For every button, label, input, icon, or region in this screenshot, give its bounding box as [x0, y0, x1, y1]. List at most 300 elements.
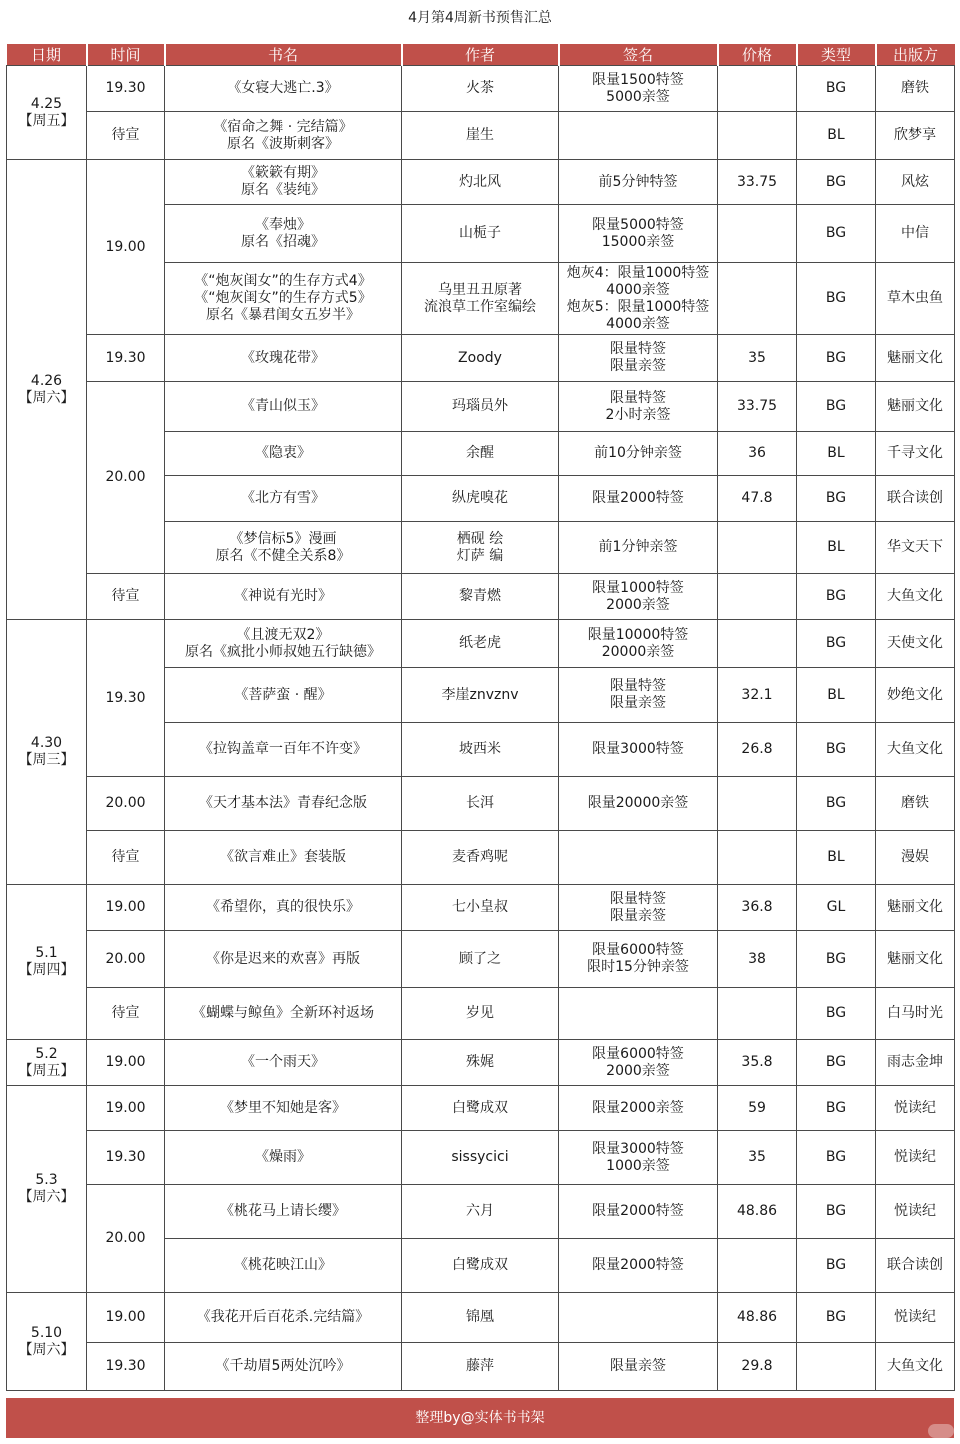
signature-line: 4000亲签: [606, 281, 670, 298]
signature-cell: [559, 205, 718, 263]
book-title-cell: [165, 382, 402, 432]
table-row: [7, 620, 955, 668]
col-header-publisher: 出版方: [876, 44, 955, 66]
signature-line: 前10分钟亲签: [594, 445, 682, 461]
time-cell: 19.30: [87, 335, 165, 382]
book-title-line: 《梦信标5》漫画: [229, 530, 337, 547]
author-cell: [402, 112, 559, 160]
book-title-line: 原名《招魂》: [241, 233, 325, 250]
publisher-cell: 风炫: [876, 160, 955, 205]
signature-cell: [559, 931, 718, 988]
author-line: 灯萨 编: [456, 547, 504, 564]
type-cell: BG: [797, 1086, 876, 1131]
price-cell: [718, 522, 797, 574]
price-cell: [718, 777, 797, 831]
price-cell: [718, 263, 797, 335]
type-cell: BG: [797, 620, 876, 668]
author-cell: [402, 620, 559, 668]
price-cell: 35.8: [718, 1040, 797, 1086]
type-cell: BG: [797, 476, 876, 522]
author-cell: [402, 1040, 559, 1086]
price-cell: [718, 66, 797, 112]
book-title-line: 《“炮灰闺女”的生存方式5》: [194, 290, 372, 306]
publisher-cell: 悦读纪: [876, 1185, 955, 1239]
book-title-cell: [165, 522, 402, 574]
author-cell: [402, 476, 559, 522]
book-title-cell: [165, 1086, 402, 1131]
signature-line: 限时15分钟亲签: [587, 959, 689, 975]
signature-cell: [559, 668, 718, 723]
date-cell: [7, 1040, 87, 1086]
book-title-cell: [165, 885, 402, 931]
date-line: 【周五】: [18, 1062, 75, 1079]
price-cell: 36: [718, 432, 797, 476]
author-cell: [402, 1239, 559, 1293]
type-cell: BG: [797, 988, 876, 1040]
type-cell: BG: [797, 931, 876, 988]
header-row: [7, 44, 955, 66]
date-cell: [7, 66, 87, 160]
author-line: 山栀子: [459, 225, 501, 241]
type-cell: BL: [797, 668, 876, 723]
signature-cell: [559, 777, 718, 831]
author-line: 顾了之: [459, 950, 501, 967]
signature-line: 前5分钟特签: [598, 173, 678, 190]
watermark-badge: [928, 1424, 954, 1438]
date-cell: [7, 160, 87, 620]
author-cell: [402, 723, 559, 777]
signature-cell: [559, 382, 718, 432]
signature-line: 限量亲签: [610, 907, 666, 924]
type-cell: BG: [797, 382, 876, 432]
signature-cell: [559, 1040, 718, 1086]
publisher-cell: 千寻文化: [876, 432, 955, 476]
author-line: 锦凰: [466, 1309, 494, 1325]
col-header-date: 日期: [7, 44, 87, 66]
signature-line: 限量亲签: [610, 1358, 666, 1374]
signature-cell: [559, 522, 718, 574]
author-cell: [402, 988, 559, 1040]
author-cell: [402, 831, 559, 885]
table-row: [7, 382, 955, 432]
price-cell: 32.1: [718, 668, 797, 723]
book-title-line: 《欲言难止》套装版: [220, 849, 346, 865]
signature-line: 2000亲签: [606, 1062, 670, 1079]
book-title-line: 《我花开后百花杀.完结篇》: [196, 1309, 370, 1325]
book-title-line: 原名《疯批小师叔她五行缺德》: [185, 643, 381, 660]
book-title-cell: [165, 263, 402, 335]
time-cell: 20.00: [87, 777, 165, 831]
price-cell: 48.86: [718, 1185, 797, 1239]
book-title-line: 《拉钩盖章一百年不许变》: [199, 741, 367, 757]
date-line: 【周三】: [18, 752, 75, 768]
author-line: 流浪草工作室编绘: [424, 298, 536, 315]
signature-line: 5000亲签: [606, 88, 670, 105]
book-title-cell: [165, 66, 402, 112]
book-title-cell: [165, 1040, 402, 1086]
price-cell: 38: [718, 931, 797, 988]
publisher-cell: 魅丽文化: [876, 931, 955, 988]
price-cell: 29.8: [718, 1343, 797, 1391]
author-cell: [402, 160, 559, 205]
author-line: 白鹭成双: [452, 1099, 508, 1116]
book-title-line: 《千劫眉5两处沉吟》: [215, 1358, 351, 1374]
author-line: 灼北风: [459, 173, 501, 190]
book-title-cell: [165, 205, 402, 263]
signature-line: 限量亲签: [610, 695, 666, 711]
book-title-cell: [165, 1293, 402, 1343]
publisher-cell: 魅丽文化: [876, 382, 955, 432]
type-cell: BG: [797, 777, 876, 831]
type-cell: BG: [797, 723, 876, 777]
type-cell: GL: [797, 885, 876, 931]
book-title-cell: [165, 160, 402, 205]
price-cell: 48.86: [718, 1293, 797, 1343]
publisher-cell: 悦读纪: [876, 1086, 955, 1131]
table-row: [7, 160, 955, 205]
publisher-cell: 草木虫鱼: [876, 263, 955, 335]
author-cell: [402, 885, 559, 931]
author-line: 殊娓: [466, 1054, 494, 1070]
time-cell: 待宣: [87, 574, 165, 620]
publisher-cell: 大鱼文化: [876, 574, 955, 620]
time-cell: 19.00: [87, 1086, 165, 1131]
date-cell: [7, 620, 87, 885]
time-cell: 20.00: [87, 931, 165, 988]
date-line: 【周六】: [18, 389, 75, 406]
signature-line: 15000亲签: [601, 233, 675, 250]
type-cell: BL: [797, 112, 876, 160]
author-line: Zoody: [458, 349, 502, 366]
publisher-cell: 磨铁: [876, 66, 955, 112]
date-line: 5.3: [35, 1172, 58, 1188]
time-cell: 19.30: [87, 66, 165, 112]
col-header-signature: 签名: [559, 44, 718, 66]
book-title-line: 《北方有雪》: [241, 490, 325, 506]
date-line: 4.26: [30, 372, 63, 389]
author-line: 六月: [466, 1203, 494, 1219]
date-line: 【周六】: [18, 1341, 75, 1358]
price-cell: [718, 574, 797, 620]
date-line: 【周五】: [18, 112, 75, 129]
signature-cell: [559, 160, 718, 205]
publisher-cell: 大鱼文化: [876, 1343, 955, 1391]
type-cell: [797, 1343, 876, 1391]
author-cell: [402, 1131, 559, 1185]
author-line: 火茶: [466, 80, 494, 96]
time-cell: 19.00: [87, 1040, 165, 1086]
footer-banner: 整理by@实体书书架: [6, 1398, 954, 1438]
signature-line: 限量10000特签: [587, 626, 689, 643]
signature-line: 20000亲签: [601, 643, 675, 660]
signature-line: 前1分钟亲签: [598, 539, 678, 555]
signature-cell: [559, 574, 718, 620]
author-cell: [402, 205, 559, 263]
presale-table: [6, 44, 955, 1391]
time-cell: 19.00: [87, 885, 165, 931]
signature-line: 限量20000亲签: [587, 795, 689, 811]
signature-line: 限量特签: [610, 341, 666, 357]
price-cell: [718, 620, 797, 668]
table-body: [7, 66, 955, 1391]
publisher-cell: 华文天下: [876, 522, 955, 574]
col-header-type: 类型: [797, 44, 876, 66]
table-row: [7, 931, 955, 988]
signature-cell: [559, 1343, 718, 1391]
type-cell: BG: [797, 574, 876, 620]
time-cell: 19.30: [87, 1343, 165, 1391]
table-row: [7, 1343, 955, 1391]
date-line: 【周六】: [18, 1189, 75, 1205]
type-cell: BG: [797, 1040, 876, 1086]
author-cell: [402, 1185, 559, 1239]
date-line: 5.10: [30, 1324, 63, 1341]
signature-cell: [559, 620, 718, 668]
signature-line: 4000亲签: [606, 315, 670, 332]
signature-cell: [559, 988, 718, 1040]
signature-line: 炮灰5：限量1000特签: [566, 298, 710, 315]
price-cell: 33.75: [718, 160, 797, 205]
book-title-cell: [165, 112, 402, 160]
book-title-line: 原名《不健全关系8》: [215, 547, 351, 564]
signature-cell: [559, 1086, 718, 1131]
time-cell: 20.00: [87, 382, 165, 574]
signature-line: 限量6000特签: [592, 942, 684, 958]
signature-cell: [559, 1239, 718, 1293]
price-cell: [718, 988, 797, 1040]
date-cell: [7, 1086, 87, 1293]
publisher-cell: 悦读纪: [876, 1131, 955, 1185]
signature-line: 限量特签: [610, 389, 666, 406]
author-line: 纵虎嗅花: [452, 490, 508, 506]
book-title-cell: [165, 723, 402, 777]
book-title-line: 《蝴蝶与鲸鱼》全新环衬返场: [192, 1005, 374, 1021]
type-cell: BG: [797, 66, 876, 112]
author-line: 七小皇叔: [452, 899, 508, 915]
author-cell: [402, 931, 559, 988]
price-cell: [718, 831, 797, 885]
author-cell: [402, 66, 559, 112]
author-line: sissycici: [451, 1149, 509, 1165]
author-cell: [402, 522, 559, 574]
publisher-cell: 妙绝文化: [876, 668, 955, 723]
signature-cell: [559, 476, 718, 522]
signature-line: 限量1000特签: [592, 579, 684, 596]
book-title-cell: [165, 335, 402, 382]
author-line: 李崖znvznv: [441, 686, 519, 703]
book-title-cell: [165, 1239, 402, 1293]
signature-cell: [559, 885, 718, 931]
author-cell: [402, 382, 559, 432]
book-title-cell: [165, 1131, 402, 1185]
signature-line: 限量2000亲签: [592, 1099, 684, 1116]
author-line: 藤萍: [466, 1358, 494, 1374]
book-title-cell: [165, 777, 402, 831]
date-line: 4.30: [30, 735, 63, 751]
table-row: [7, 885, 955, 931]
author-cell: [402, 1086, 559, 1131]
time-cell: 20.00: [87, 1185, 165, 1293]
book-title-line: 《梦里不知她是客》: [220, 1099, 346, 1116]
type-cell: BG: [797, 1293, 876, 1343]
signature-line: 限量2000特签: [592, 1203, 684, 1219]
book-title-line: 《你是迟来的欢喜》再版: [206, 950, 360, 967]
publisher-cell: 联合读创: [876, 1239, 955, 1293]
date-line: 5.2: [35, 1045, 58, 1062]
type-cell: BG: [797, 1185, 876, 1239]
signature-cell: [559, 263, 718, 335]
col-header-price: 价格: [718, 44, 797, 66]
signature-line: 限量亲签: [610, 358, 666, 374]
book-title-line: 原名《装纯》: [241, 182, 325, 198]
author-line: 余醒: [466, 445, 494, 461]
book-title-cell: [165, 931, 402, 988]
signature-line: 限量特签: [610, 890, 666, 907]
author-cell: [402, 335, 559, 382]
signature-line: 限量2000特签: [592, 1257, 684, 1273]
book-title-line: 《簌簌有期》: [241, 165, 325, 181]
type-cell: BG: [797, 1131, 876, 1185]
book-title-line: 《青山似玉》: [241, 398, 325, 414]
type-cell: BG: [797, 335, 876, 382]
signature-cell: [559, 1131, 718, 1185]
type-cell: BL: [797, 522, 876, 574]
book-title-line: 原名《暴君闺女五岁半》: [206, 307, 360, 323]
time-cell: 19.00: [87, 1293, 165, 1343]
signature-cell: [559, 432, 718, 476]
book-title-line: 《天才基本法》青春纪念版: [199, 795, 367, 811]
signature-line: 限量2000特签: [592, 490, 684, 506]
table-row: [7, 777, 955, 831]
book-title-cell: [165, 476, 402, 522]
date-line: 【周四】: [18, 962, 75, 978]
author-line: 麦香鸡呢: [452, 849, 508, 865]
signature-line: 限量6000特签: [592, 1045, 684, 1062]
type-cell: BL: [797, 432, 876, 476]
signature-line: 炮灰4：限量1000特签: [566, 264, 710, 281]
type-cell: BG: [797, 205, 876, 263]
author-line: 乌里丑丑原著: [438, 281, 522, 298]
book-title-line: 《玫瑰花带》: [241, 349, 325, 366]
table-row: [7, 574, 955, 620]
publisher-cell: 雨志金坤: [876, 1040, 955, 1086]
author-line: 白鹭成双: [452, 1257, 508, 1273]
book-title-line: 原名《波斯刺客》: [227, 135, 339, 152]
author-line: 玛瑙员外: [452, 398, 508, 414]
signature-cell: [559, 1293, 718, 1343]
signature-cell: [559, 723, 718, 777]
signature-line: 限量特签: [610, 678, 666, 694]
price-cell: 33.75: [718, 382, 797, 432]
author-line: 黎青燃: [459, 588, 501, 604]
table-row: [7, 1040, 955, 1086]
price-cell: 26.8: [718, 723, 797, 777]
publisher-cell: 欣梦享: [876, 112, 955, 160]
book-title-line: 《希望你，真的很快乐》: [206, 899, 360, 915]
signature-line: 2000亲签: [606, 596, 670, 613]
publisher-cell: 磨铁: [876, 777, 955, 831]
time-cell: 待宣: [87, 112, 165, 160]
author-line: 栖砚 绘: [456, 530, 504, 547]
signature-cell: [559, 66, 718, 112]
publisher-cell: 联合读创: [876, 476, 955, 522]
book-title-line: 《桃花映江山》: [234, 1257, 332, 1273]
author-line: 纸老虎: [459, 635, 501, 651]
publisher-cell: 天使文化: [876, 620, 955, 668]
book-title-cell: [165, 1343, 402, 1391]
author-cell: [402, 668, 559, 723]
price-cell: [718, 112, 797, 160]
price-cell: [718, 1239, 797, 1293]
signature-line: 限量3000特签: [592, 741, 684, 757]
col-header-author: 作者: [402, 44, 559, 66]
book-title-line: 《神说有光时》: [234, 588, 332, 604]
table-row: [7, 1131, 955, 1185]
table-row: [7, 112, 955, 160]
price-cell: [718, 205, 797, 263]
page-title: 4月第4周新书预售汇总: [408, 10, 552, 26]
author-cell: [402, 1293, 559, 1343]
publisher-cell: 漫娱: [876, 831, 955, 885]
book-title-line: 《燥雨》: [255, 1149, 311, 1165]
book-title-line: 《奉烛》: [255, 216, 311, 233]
time-cell: 19.30: [87, 1131, 165, 1185]
signature-cell: [559, 831, 718, 885]
time-cell: 待宣: [87, 988, 165, 1040]
author-line: 崖生: [466, 127, 494, 143]
book-title-line: 《“炮灰闺女”的生存方式4》: [194, 273, 372, 289]
author-line: 长洱: [466, 795, 494, 811]
book-title-cell: [165, 988, 402, 1040]
author-cell: [402, 432, 559, 476]
price-cell: 47.8: [718, 476, 797, 522]
date-line: 4.25: [30, 95, 63, 112]
author-line: 坡西米: [459, 741, 501, 757]
type-cell: BG: [797, 263, 876, 335]
type-cell: BL: [797, 831, 876, 885]
price-cell: 35: [718, 335, 797, 382]
signature-line: 1000亲签: [606, 1157, 670, 1174]
author-line: 岁见: [466, 1005, 494, 1021]
author-cell: [402, 1343, 559, 1391]
book-title-cell: [165, 432, 402, 476]
signature-line: 限量1500特签: [592, 71, 684, 88]
author-cell: [402, 777, 559, 831]
table-row: [7, 1293, 955, 1343]
signature-cell: [559, 335, 718, 382]
time-cell: 待宣: [87, 831, 165, 885]
book-title-cell: [165, 668, 402, 723]
col-header-time: 时间: [87, 44, 165, 66]
type-cell: BG: [797, 1239, 876, 1293]
date-line: 5.1: [35, 945, 58, 961]
table-row: [7, 988, 955, 1040]
publisher-cell: 魅丽文化: [876, 885, 955, 931]
author-cell: [402, 574, 559, 620]
date-cell: [7, 1293, 87, 1391]
signature-line: 限量5000特签: [592, 216, 684, 233]
publisher-cell: 白马时光: [876, 988, 955, 1040]
price-cell: 35: [718, 1131, 797, 1185]
book-title-line: 《且渡无双2》: [236, 626, 330, 643]
book-title-cell: [165, 1185, 402, 1239]
author-cell: [402, 263, 559, 335]
price-cell: 59: [718, 1086, 797, 1131]
book-title-line: 《菩萨蛮 · 醒》: [234, 686, 332, 703]
table-row: [7, 66, 955, 112]
publisher-cell: 中信: [876, 205, 955, 263]
publisher-cell: 魅丽文化: [876, 335, 955, 382]
